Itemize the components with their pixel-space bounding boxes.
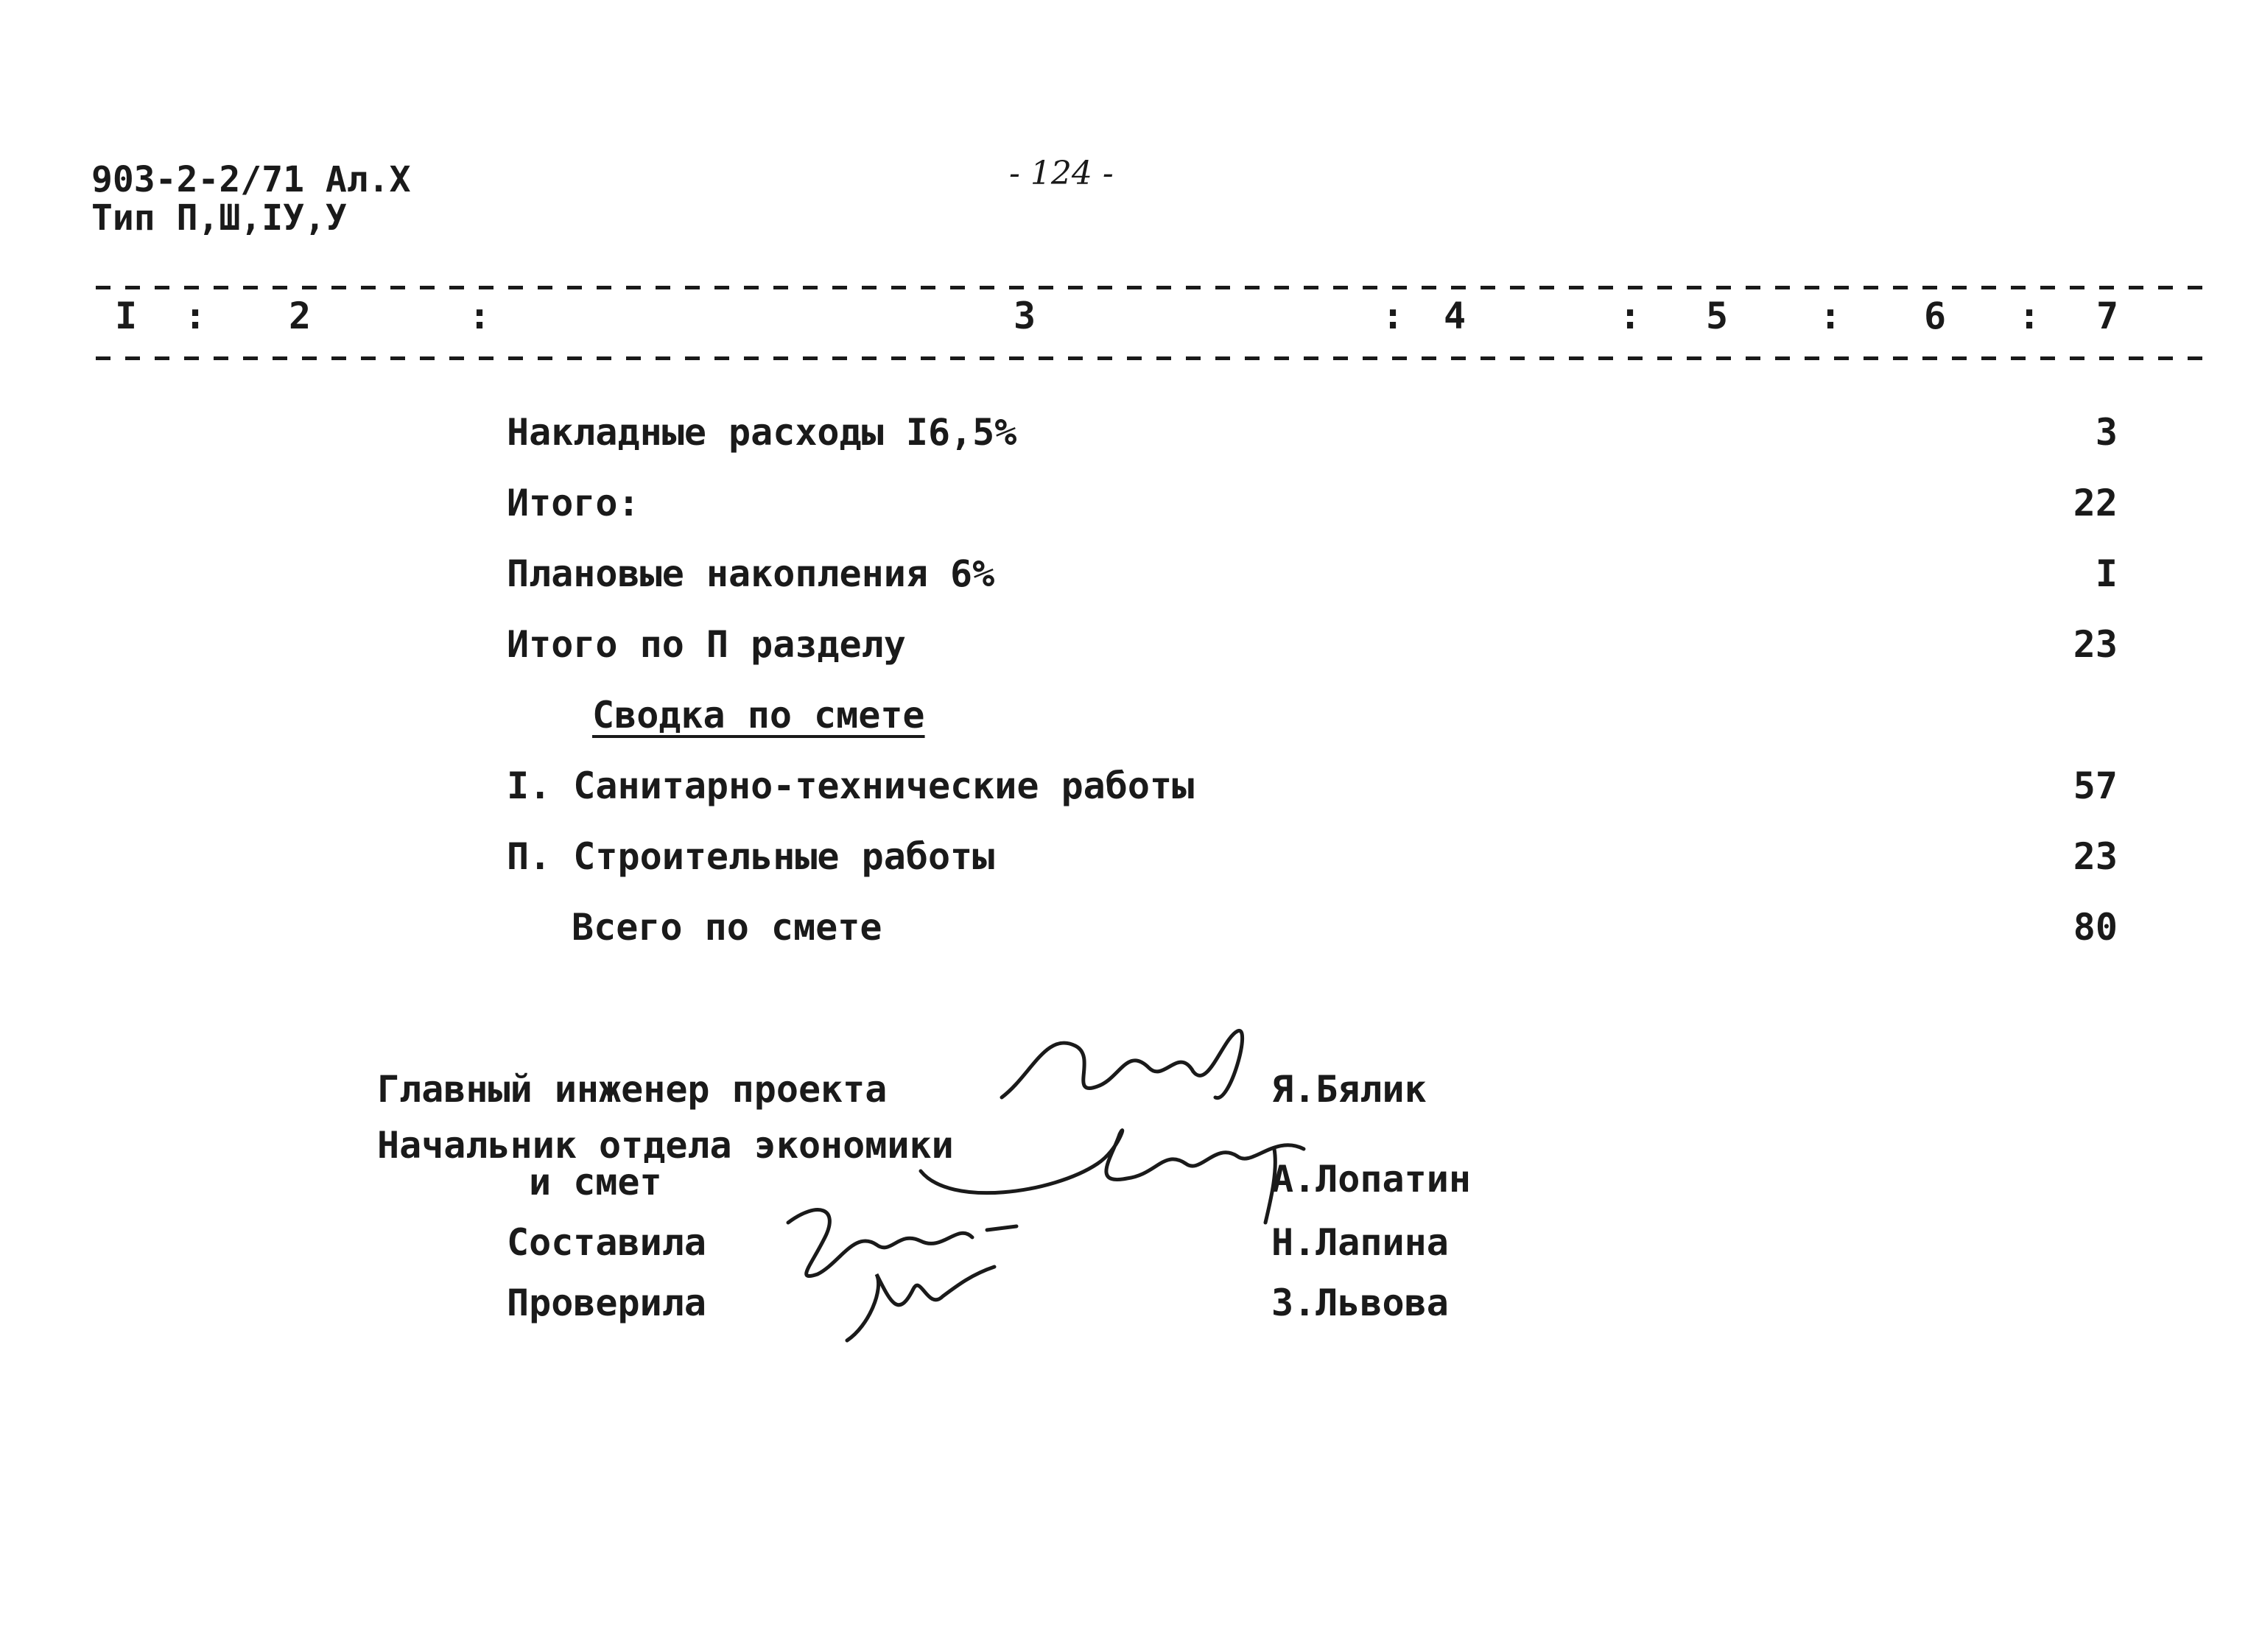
row-label-subtotal: Итого:: [507, 482, 640, 524]
signature-role-economics-head: Начальник отдела экономики: [377, 1124, 954, 1167]
row-label-planned-savings: Плановые накопления 6%: [507, 552, 995, 595]
column-header-1: I: [115, 295, 138, 337]
summary-item-label-construction: П. Строительные работы: [507, 835, 995, 878]
column-separator: :: [184, 295, 207, 337]
document-types: Тип П,Ш,IУ,У: [91, 197, 347, 239]
signature-role-compiled: Составила: [507, 1221, 706, 1264]
page-number: - 124 -: [1009, 155, 1114, 192]
table-header-bottom-rule: [96, 356, 2217, 360]
signature-role-economics-head-line2: и смет: [529, 1161, 662, 1203]
signature-name-economics-head: А.Лопатин: [1271, 1158, 1471, 1201]
handwritten-signature-checked: [832, 1245, 1009, 1355]
column-header-7: 7: [2096, 295, 2119, 337]
row-label-section-total: Итого по П разделу: [507, 623, 906, 666]
summary-item-value-construction: 23: [2073, 835, 2118, 878]
column-header-6: 6: [1924, 295, 1947, 337]
row-label-overhead: Накладные расходы I6,5%: [507, 411, 1017, 454]
summary-total-label: Всего по смете: [572, 906, 882, 949]
summary-item-value-sanitary: 57: [2073, 765, 2118, 807]
column-header-2: 2: [289, 295, 312, 337]
document-code: 903-2-2/71 Ал.X: [91, 159, 411, 200]
signature-name-checked: З.Львова: [1271, 1282, 1449, 1324]
column-separator: :: [1382, 295, 1405, 337]
row-value-overhead: 3: [2095, 411, 2118, 454]
column-separator: :: [2018, 295, 2041, 337]
row-value-planned-savings: I: [2095, 552, 2118, 595]
column-header-4: 4: [1444, 295, 1467, 337]
column-header-3: 3: [1014, 295, 1036, 337]
column-separator: :: [468, 295, 491, 337]
column-separator: :: [1619, 295, 1642, 337]
summary-total-value: 80: [2073, 906, 2118, 949]
table-header-top-rule: [96, 286, 2217, 289]
row-value-section-total: 23: [2073, 623, 2118, 666]
signature-name-chief-engineer: Я.Бялик: [1271, 1068, 1427, 1111]
summary-item-label-sanitary: I. Санитарно-технические работы: [507, 765, 1195, 807]
signature-name-compiled: Н.Лапина: [1271, 1221, 1449, 1264]
summary-title: Сводка по смете: [592, 694, 925, 737]
column-header-5: 5: [1706, 295, 1729, 337]
row-value-subtotal: 22: [2073, 482, 2118, 524]
column-separator: :: [1819, 295, 1842, 337]
signature-role-checked: Проверила: [507, 1282, 706, 1324]
signature-role-chief-engineer: Главный инженер проекта: [377, 1068, 888, 1111]
